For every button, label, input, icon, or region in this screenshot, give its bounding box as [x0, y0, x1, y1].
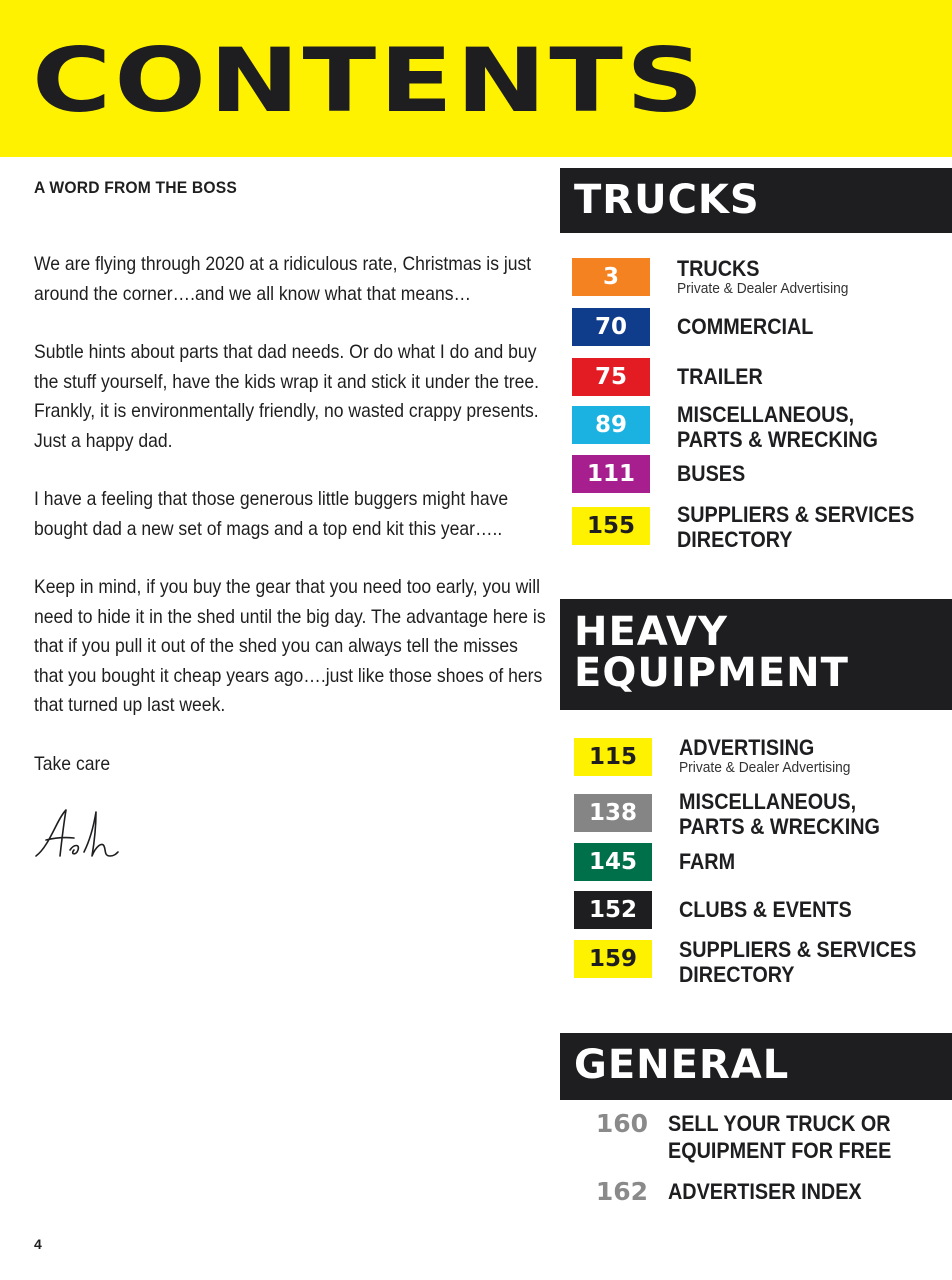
entry-label: TRUCKS	[677, 256, 760, 281]
page-badge: 75	[572, 358, 650, 396]
entry-label: BUSES	[677, 461, 746, 486]
toc-entry-trailer[interactable]	[572, 358, 942, 396]
page-badge: 115	[574, 738, 652, 776]
page-badge: 159	[574, 940, 652, 978]
entry-label: SUPPLIERS & SERVICES	[677, 502, 915, 527]
header-banner	[0, 0, 952, 157]
letter-paragraph: I have a feeling that those generous little buggers might have bought dad a new set of mags and a top end kit this year…..	[34, 488, 509, 540]
entry-label: SUPPLIERS & SERVICES	[679, 937, 917, 962]
entry-label: EQUIPMENT FOR FREE	[668, 1138, 892, 1163]
toc-entry-trucks[interactable]	[572, 258, 942, 296]
letter-paragraph: We are flying through 2020 at a ridiculous rate, Christmas is just around the corner….and we all know what that means…	[34, 253, 532, 305]
entry-label: COMMERCIAL	[677, 314, 814, 339]
page-badge: 138	[574, 794, 652, 832]
entry-label: ADVERTISER INDEX	[668, 1179, 862, 1204]
toc-entry-heavy-misc-parts[interactable]	[574, 789, 944, 839]
page-badge: 70	[572, 308, 650, 346]
entry-subtitle: Private & Dealer Advertising	[677, 280, 849, 297]
page-badge: 152	[574, 891, 652, 929]
entry-label: DIRECTORY	[679, 962, 795, 987]
section-title-line: HEAVY	[574, 609, 728, 655]
toc-entry-clubs-events[interactable]	[574, 891, 944, 929]
entry-label: SELL YOUR TRUCK OR	[668, 1111, 891, 1136]
page-badge: 111	[572, 455, 650, 493]
entry-label: PARTS & WRECKING	[677, 427, 878, 452]
page-badge: 155	[572, 507, 650, 545]
page-number-label: 162	[595, 1177, 648, 1206]
toc-entry-buses[interactable]	[572, 455, 942, 493]
entry-label: CLUBS & EVENTS	[679, 897, 852, 922]
toc-entry-farm[interactable]	[574, 843, 944, 881]
toc-entry-advertiser-index[interactable]	[590, 1178, 940, 1206]
page-badge: 3	[572, 258, 650, 296]
toc-entry-misc-parts[interactable]	[572, 402, 942, 452]
toc-entry-advertising[interactable]	[574, 735, 944, 776]
toc-entry-sell-free[interactable]	[590, 1110, 940, 1164]
section-heavy-equipment-header	[560, 599, 952, 710]
toc-entry-heavy-suppliers[interactable]	[574, 937, 944, 987]
section-title-line: EQUIPMENT	[574, 650, 849, 696]
entry-label: TRAILER	[677, 364, 763, 389]
letter-paragraph: Keep in mind, if you buy the gear that you need too early, you will need to hide it in the shed until the big day. The advantage here is that if you pull it out of the shed you can always tell the misses that you bought it cheap years ago….just like those shoes of hers that turned up last week.	[34, 576, 546, 716]
letter-paragraph: Subtle hints about parts that dad needs. Or do what I do and buy the stuff yourself, have the kids wrap it and stick it under the tree. Frankly, it is environmentally friendly, no wasted crappy presents. Just a happy dad.	[34, 341, 539, 452]
section-general-header: GENERAL	[560, 1033, 952, 1100]
toc-entry-suppliers[interactable]	[572, 502, 942, 552]
toc-entry-commercial[interactable]	[572, 308, 942, 346]
page-number: 4	[34, 1236, 42, 1252]
letter-signoff: Take care	[34, 752, 111, 775]
entry-label: ADVERTISING	[679, 735, 815, 760]
entry-label: PARTS & WRECKING	[679, 814, 880, 839]
page-badge: 145	[574, 843, 652, 881]
entry-label: MISCELLANEOUS,	[679, 789, 857, 814]
page-badge: 89	[572, 406, 650, 444]
entry-label: FARM	[679, 849, 736, 874]
letter-heading: A WORD FROM THE BOSS	[34, 178, 237, 197]
entry-subtitle: Private & Dealer Advertising	[679, 759, 851, 776]
letter-body	[34, 250, 554, 808]
signature-ash	[34, 804, 124, 868]
section-trucks-header: TRUCKS	[560, 168, 952, 233]
entry-label: MISCELLANEOUS,	[677, 402, 855, 427]
entry-label: DIRECTORY	[677, 527, 793, 552]
page-title: CONTENTS	[32, 29, 707, 133]
page-number-label: 160	[595, 1109, 648, 1138]
